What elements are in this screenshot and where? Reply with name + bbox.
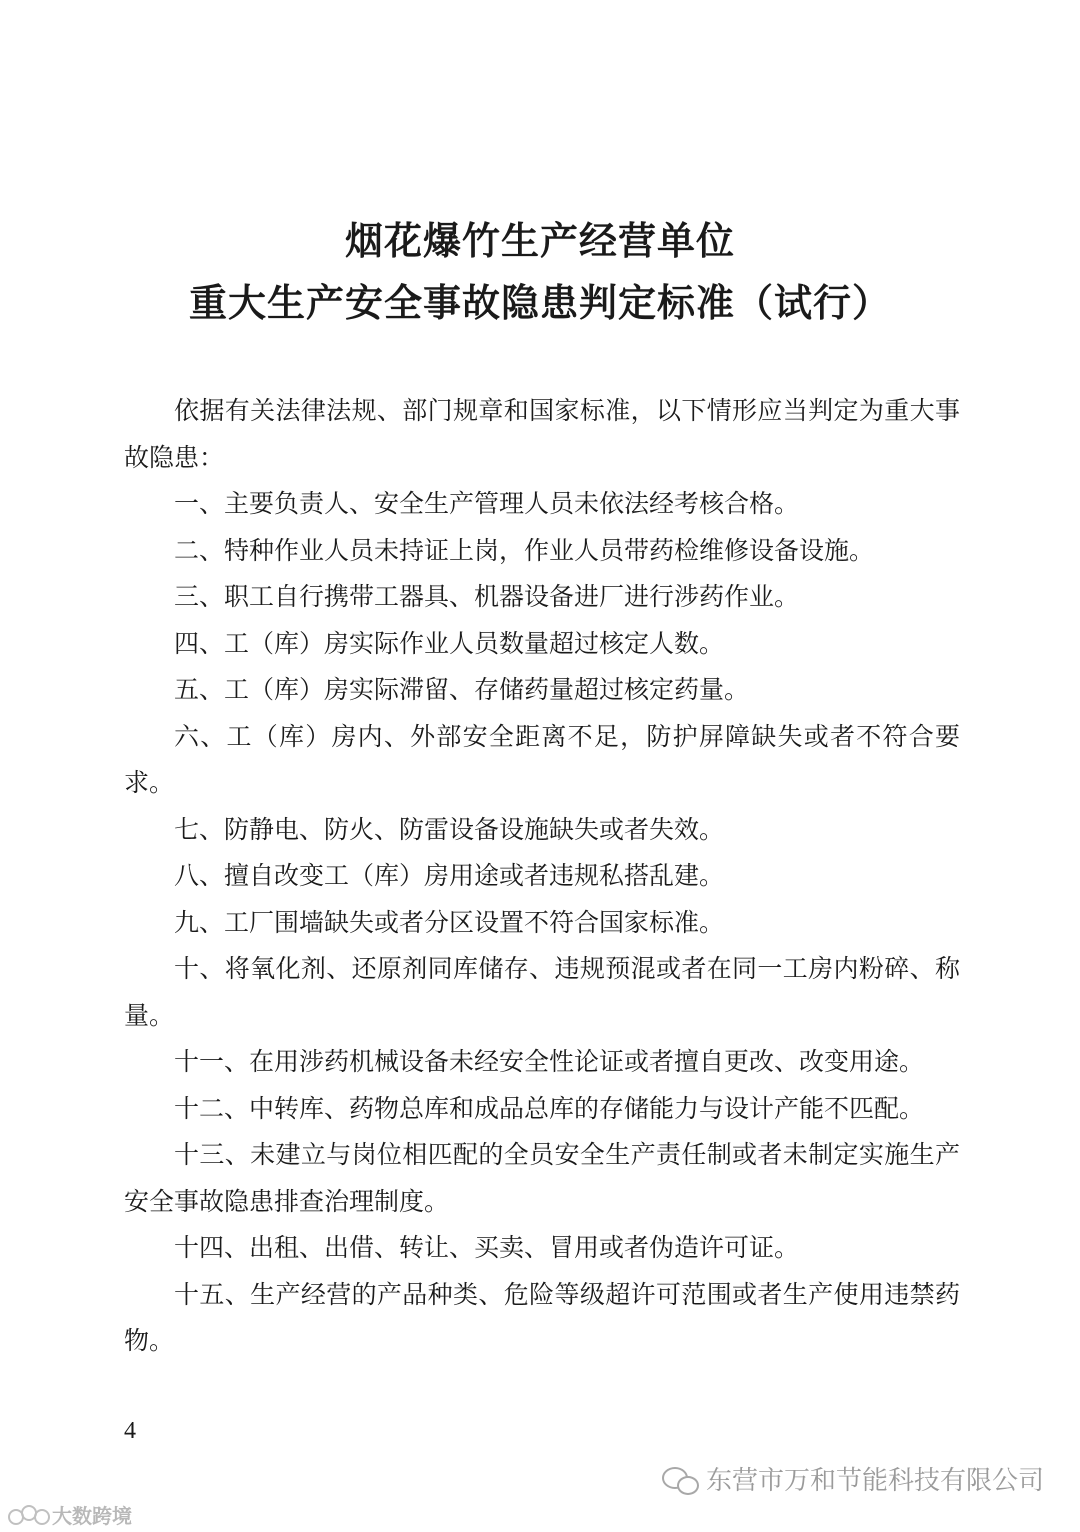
list-item-4: 四、工（库）房实际作业人员数量超过核定人数。 <box>174 628 725 658</box>
list-item-12: 十二、中转库、药物总库和成品总库的存储能力与设计产能不匹配。 <box>174 1093 925 1123</box>
list-item-10: 十、将氧化剂、还原剂同库储存、违规预混或者在同一工房内粉碎、称量。 <box>124 954 960 1030</box>
intro-paragraph: 依据有关法律法规、部门规章和国家标准，以下情形应当判定为重大事故隐患： <box>124 396 960 472</box>
wechat-account-name: 东营市万和节能科技有限公司 <box>705 1466 1044 1496</box>
list-item-13: 十三、未建立与岗位相匹配的全员安全生产责任制或者未制定实施生产安全事故隐患排查治理制度。 <box>124 1140 960 1216</box>
list-item-15: 十五、生产经营的产品种类、危险等级超许可范围或者生产使用违禁药物。 <box>124 1279 960 1355</box>
wechat-watermark <box>660 1460 1044 1497</box>
list-item-6: 六、工（库）房内、外部安全距离不足，防护屏障缺失或者不符合要求。 <box>124 721 960 797</box>
source-site-name: 大数跨境 <box>52 1504 132 1528</box>
document-title-line2: 重大生产安全事故隐患判定标准（试行） <box>188 281 891 325</box>
list-item-7: 七、防静电、防火、防雷设备设施缺失或者失效。 <box>174 814 725 844</box>
list-item-5: 五、工（库）房实际滞留、存储药量超过核定药量。 <box>174 675 750 704</box>
list-item-9: 九、工厂围墙缺失或者分区设置不符合国家标准。 <box>174 907 725 937</box>
list-item-14: 十四、出租、出借、转让、买卖、冒用或者伪造许可证。 <box>174 1233 800 1262</box>
page-number: 4 <box>124 1418 136 1444</box>
list-item-1: 一、主要负责人、安全生产管理人员未依法经考核合格。 <box>174 489 800 518</box>
document-title-line1: 烟花爆竹生产经营单位 <box>344 219 735 263</box>
dsj-logo-icon <box>8 1503 48 1527</box>
list-item-11: 十一、在用涉药机械设备未经安全性论证或者擅自更改、改变用途。 <box>174 1047 925 1076</box>
list-item-3: 三、职工自行携带工器具、机器设备进厂进行涉药作业。 <box>174 582 800 611</box>
source-watermark <box>8 1500 132 1529</box>
wechat-icon <box>660 1463 700 1495</box>
list-item-2: 二、特种作业人员未持证上岗，作业人员带药检维修设备设施。 <box>174 535 875 565</box>
list-item-8: 八、擅自改变工（库）房用途或者违规私搭乱建。 <box>174 861 725 890</box>
document-body <box>124 388 960 1365</box>
